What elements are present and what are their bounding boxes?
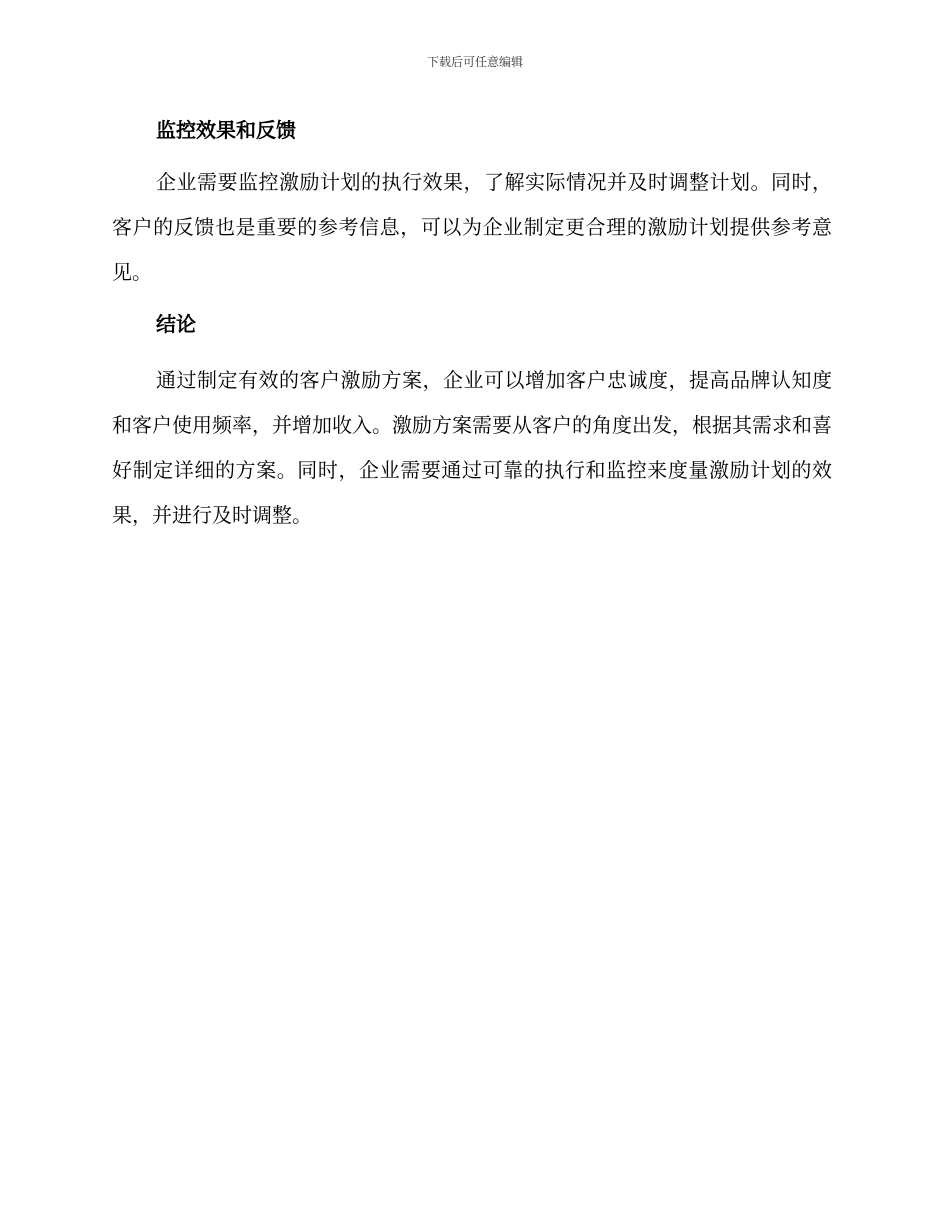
page-header: 下载后可任意编辑 (426, 55, 523, 69)
section-paragraph-monitoring: 企业需要监控激励计划的执行效果，了解实际情况并及时调整计划。同时，客户的反馈也是重要的参考信息，可以为企业制定更合理的激励计划提供参考意见。 (112, 170, 832, 284)
section-paragraph-conclusion: 通过制定有效的客户激励方案，企业可以增加客户忠诚度，提高品牌认知度和客户使用频率，并增加收入。激励方案需要从客户的角度出发，根据其需求和喜好制定详细的方案。同时，企业需要通过可靠的执行和监控来度量激励计划的效果，并进行及时调整。 (112, 368, 832, 527)
section-heading-monitoring: 监控效果和反馈 (156, 118, 296, 142)
section-heading-conclusion: 结论 (156, 312, 196, 336)
document-body (112, 110, 832, 538)
